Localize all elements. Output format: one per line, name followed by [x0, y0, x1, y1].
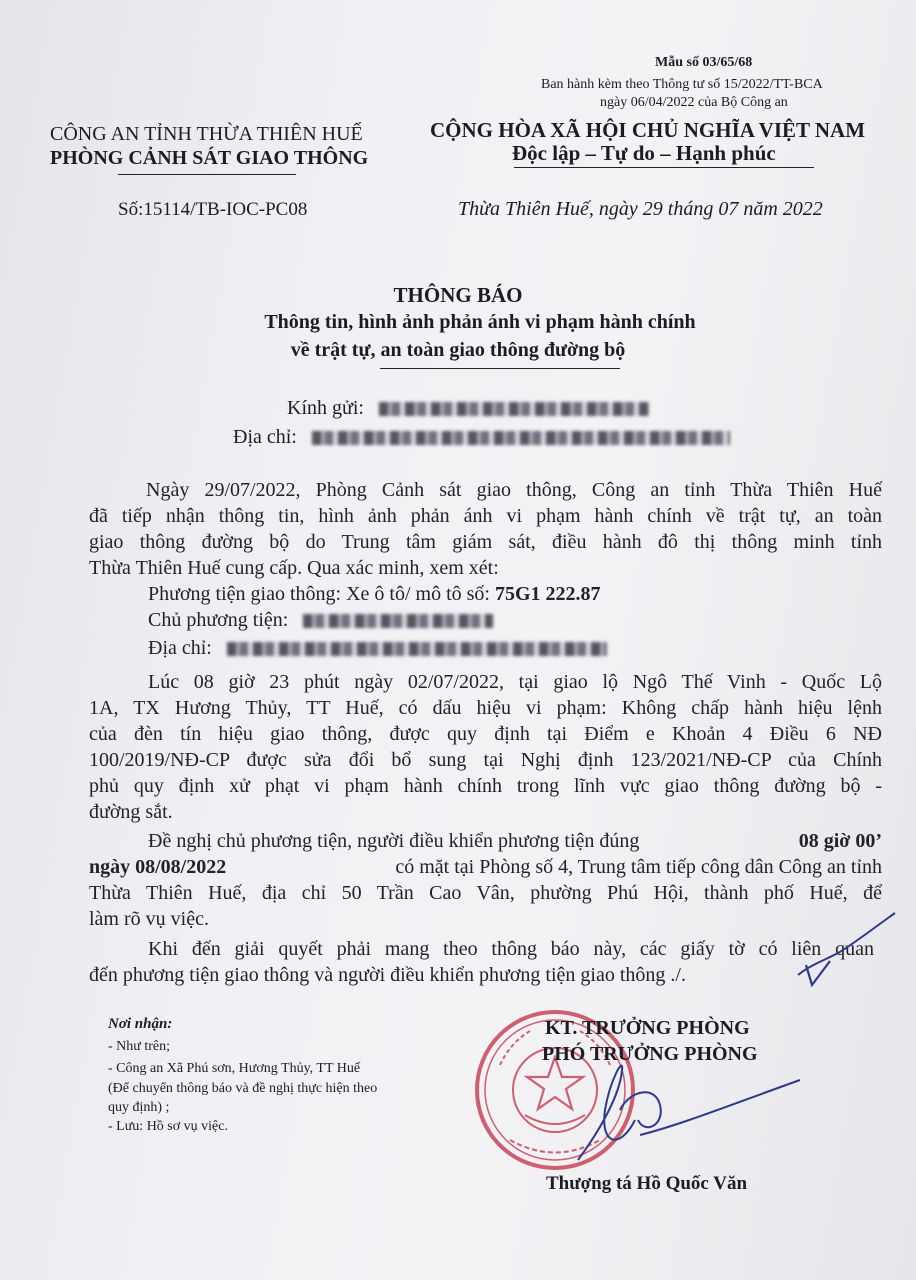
vehicle-line [148, 582, 601, 608]
body-p2-line-5: phủ quy định xử phạt vi phạm hành chính trong lĩnh vực giao thông đường bộ - [89, 775, 882, 797]
title-underline [380, 368, 620, 369]
body-p3-line-4: làm rõ vụ việc. [89, 908, 209, 930]
agency-name: CÔNG AN TỈNH THỪA THIÊN HUẾ [50, 123, 363, 145]
body-p3-line-1 [148, 829, 882, 855]
body-p2-line-4: 100/2019/NĐ-CP được sửa đổi bổ sung tại Nghị định 123/2021/NĐ-CP của Chính [89, 749, 882, 771]
body-p2-line-2: 1A, TX Hương Thủy, TT Huế, có dấu hiệu vi phạm: Không chấp hành hiệu lệnh [89, 697, 882, 719]
document-number: Số:15114/TB-IOC-PC08 [118, 199, 308, 220]
notice-title: THÔNG BÁO [393, 283, 523, 307]
body-p1-line-4: Thừa Thiên Huế cung cấp. Qua xác minh, xem xét: [89, 557, 499, 579]
appointment-time: 08 giờ 00’ [798, 830, 882, 852]
body-p3-line-2 [89, 855, 882, 881]
recipient-item: - Lưu: Hồ sơ vụ việc. [108, 1119, 228, 1134]
owner-address-label: Địa chỉ: [148, 637, 212, 659]
recipient-to [287, 397, 649, 420]
vehicle-label: Phương tiện giao thông: Xe ô tô/ mô tô số: [148, 583, 490, 605]
body-p2-line-3: của đèn tín hiệu giao thông, được quy định tại Điểm e Khoản 4 Điều 6 NĐ [89, 723, 882, 745]
signature-title-2: PHÓ TRƯỞNG PHÒNG [542, 1043, 758, 1065]
recipient-address [233, 426, 730, 449]
nation-title: CỘNG HÒA XÃ HỘI CHỦ NGHĨA VIỆT NAM [430, 118, 866, 142]
agency-department: PHÒNG CẢNH SÁT GIAO THÔNG [50, 147, 369, 169]
check-mark-icon [770, 905, 900, 995]
notice-subtitle-2: về trật tự, an toàn giao thông đường bộ [290, 339, 626, 361]
signer-name: Thượng tá Hồ Quốc Văn [546, 1173, 748, 1194]
agency-underline [118, 174, 296, 175]
body-p3-rest: có mặt tại Phòng số 4, Trung tâm tiếp công dân Công an tỉnh [395, 856, 882, 878]
recipient-item: - Công an Xã Phú sơn, Hương Thủy, TT Huế [108, 1061, 361, 1076]
form-number: Mẫu số 03/65/68 [655, 55, 753, 70]
body-p4-line-2: đến phương tiện giao thông và người điều khiển phương tiện giao thông ./. [89, 964, 686, 986]
form-issued-date: ngày 06/04/2022 của Bộ Công an [600, 95, 788, 110]
notice-subtitle-1: Thông tin, hình ảnh phản ánh vi phạm hành chính [264, 311, 696, 333]
signature-title-1: KT. TRƯỞNG PHÒNG [545, 1017, 750, 1039]
license-plate: 75G1 222.87 [494, 583, 601, 605]
redacted-recipient-name [379, 402, 649, 416]
redacted-owner-address [227, 642, 607, 656]
body-p1-line-2: đã tiếp nhận thông tin, hình ảnh phản ánh vi phạm hành chính về trật tự, an toàn [89, 505, 882, 527]
owner-address-line [148, 636, 607, 662]
handwritten-signature-icon [560, 1050, 820, 1170]
recipient-to-label: Kính gửi: [287, 397, 364, 419]
body-p1-line-3: giao thông đường bộ do Trung tâm giám sát, điều hành đô thị thông minh tỉnh [89, 531, 882, 553]
body-p3-line-3: Thừa Thiên Huế, địa chỉ 50 Trần Cao Vân, phường Phú Hội, thành phố Huế, để [89, 882, 882, 904]
place-date: Thừa Thiên Huế, ngày 29 tháng 07 năm 2022 [458, 198, 823, 220]
recipient-address-label: Địa chỉ: [233, 426, 297, 448]
redacted-recipient-address [312, 431, 730, 445]
nation-motto: Độc lập – Tự do – Hạnh phúc [512, 141, 776, 165]
recipient-item: quy định) ; [108, 1100, 170, 1115]
recipient-item: (Để chuyển thông báo và đề nghị thực hiện theo [108, 1081, 378, 1096]
appointment-date: ngày 08/08/2022 [89, 856, 227, 878]
owner-line [148, 608, 493, 634]
owner-label: Chủ phương tiện: [148, 609, 289, 631]
body-p1-line-1: Ngày 29/07/2022, Phòng Cảnh sát giao thông, Công an tỉnh Thừa Thiên Huế [146, 479, 882, 501]
body-p3-start: Đề nghị chủ phương tiện, người điều khiển phương tiện đúng [148, 830, 640, 852]
recipient-item: - Như trên; [108, 1039, 171, 1054]
body-p4-line-1: Khi đến giải quyết phải mang theo thông báo này, các giấy tờ có liên quan [148, 938, 874, 960]
body-p2-line-6: đường sắt. [89, 801, 173, 823]
redacted-owner-name [303, 614, 493, 628]
form-issued-with: Ban hành kèm theo Thông tư số 15/2022/TT-BCA [541, 77, 823, 92]
nation-underline [514, 167, 814, 168]
recipients-heading: Nơi nhận: [108, 1016, 173, 1032]
body-p2-line-1: Lúc 08 giờ 23 phút ngày 02/07/2022, tại giao lộ Ngô Thế Vinh - Quốc Lộ [148, 671, 882, 693]
